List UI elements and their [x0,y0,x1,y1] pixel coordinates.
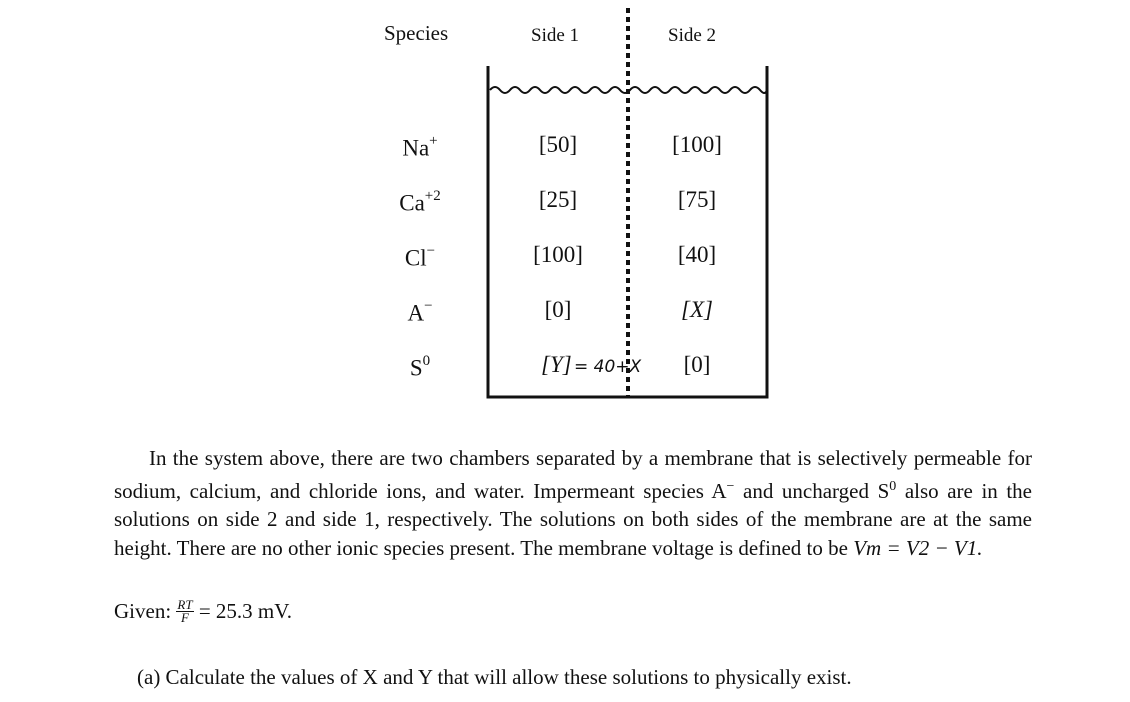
species-na: Na+ [402,133,438,161]
beaker-outline [488,66,767,397]
side2-cl: [40] [677,242,717,267]
side2-ca: [75] [677,187,717,212]
rt-over-f-fraction: $\frac{RT}{F}$ [177,596,193,625]
side2-s: [0] [683,352,711,377]
species-ca: $Ca^{+2}$ [399,188,441,216]
side1-s: [Y] [541,352,572,377]
side1-cl: [100] [533,242,583,267]
species-s: $S^0$ [409,353,431,381]
side2-na: [100] [672,132,722,157]
header-side1: Side 1 [531,25,580,46]
species-a: A− [407,298,433,326]
species-cl: Cl− [404,243,436,271]
side1-a: [0] [544,297,572,322]
given-line: Given: $\frac{RT}{F}$ = 25.3 mV. [114,596,292,625]
question-a: (a) Calculate the values of X and Y that will allow these solutions to physically exist. [137,665,852,689]
side2-a: [X] [681,297,713,322]
header-species: Species [384,21,449,45]
side1-na: [50] [538,132,578,157]
vm-equation: Vm = V2 − V1. [853,535,983,560]
header-side2: Side 2 [668,25,717,46]
problem-paragraph: In the system above, there are two chambers separated by a membrane that is selectively permeable for sodium, calcium, and chloride ions, and water. Impermeant species A− and uncharged $S^0$ also are in the solutions on side 2 and side 1, respectively. The solutions on both sides of the membrane are at the same height. There are no other ionic species present. The membrane voltage is defined to be Vm = V2 − V1. [114,446,1033,560]
side1-ca: [25] [538,187,578,212]
handwritten-note: = 40+X [574,357,642,377]
